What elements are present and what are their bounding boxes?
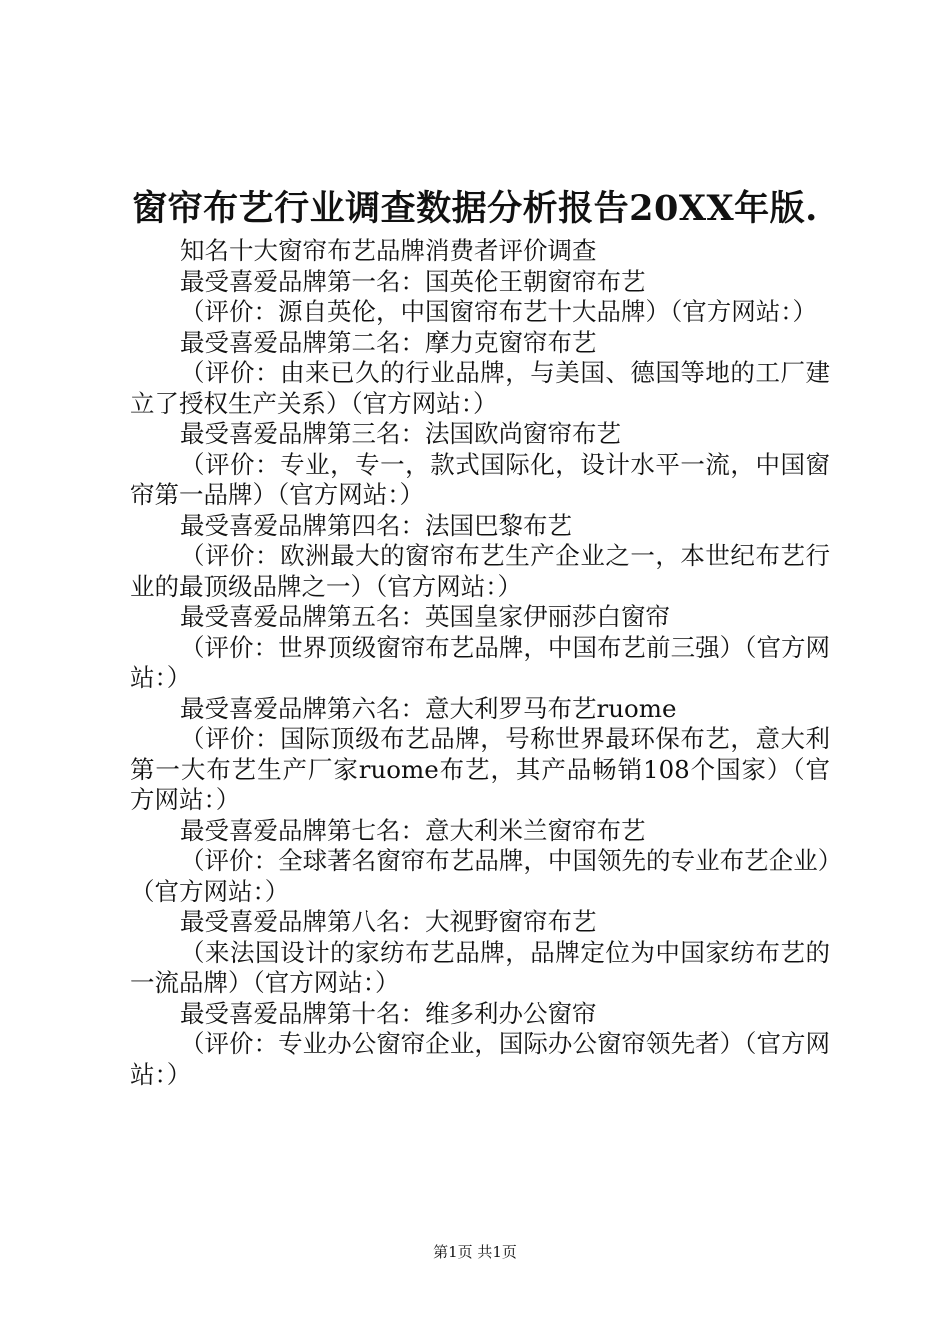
brand-heading: 最受喜爱品牌第五名：英国皇家伊丽莎白窗帘 — [180, 602, 670, 631]
brand-review: （评价：欧洲最大的窗帘布艺生产企业之一，本世纪布艺行业的最顶级品牌之一）（官方网站：） — [130, 541, 830, 601]
brand-heading: 最受喜爱品牌第六名：意大利罗马布艺ruome — [180, 693, 677, 723]
brand-review: （评价：专业，专一，款式国际化，设计水平一流，中国窗帘第一品牌）（官方网站：） — [130, 449, 830, 509]
brand-heading: 最受喜爱品牌第七名：意大利米兰窗帘布艺 — [180, 815, 646, 845]
document-title: 窗帘布艺行业调查数据分析报告20XX年版. — [132, 188, 818, 229]
document-body — [130, 236, 830, 1090]
brand-review: （评价：世界顶级窗帘布艺品牌，中国布艺前三强）（官方网站：） — [130, 632, 830, 692]
brand-review: （来法国设计的家纺布艺品牌，品牌定位为中国家纺布艺的一流品牌）（官方网站：） — [130, 937, 830, 997]
brand-heading: 最受喜爱品牌第一名：国英伦王朝窗帘布艺 — [180, 266, 646, 296]
brand-review: （评价：由来已久的行业品牌，与美国、德国等地的工厂建立了授权生产关系）（官方网站：） — [130, 358, 830, 418]
page-footer: 第1页 共1页 — [433, 1243, 517, 1261]
brand-heading: 最受喜爱品牌第四名：法国巴黎布艺 — [180, 510, 572, 540]
brand-review: （评价：专业办公窗帘企业，国际办公窗帘领先者）（官方网站：） — [130, 1029, 830, 1089]
brand-heading: 最受喜爱品牌第二名：摩力克窗帘布艺 — [180, 327, 597, 357]
brand-heading: 最受喜爱品牌第三名：法国欧尚窗帘布艺 — [180, 419, 621, 448]
brand-review: （评价：源自英伦，中国窗帘布艺十大品牌）（官方网站：） — [180, 297, 817, 326]
brand-heading: 最受喜爱品牌第八名：大视野窗帘布艺 — [180, 907, 597, 936]
intro-paragraph: 知名十大窗帘布艺品牌消费者评价调查 — [180, 236, 597, 265]
brand-review: （评价：全球著名窗帘布艺品牌，中国领先的专业布艺企业）（官方网站：） — [130, 846, 830, 906]
brand-review: （评价：国际顶级布艺品牌，号称世界最环保布艺，意大利第一大布艺生产厂家ruome布艺，其产品畅销108个国家）（官方网站：） — [130, 724, 830, 814]
brand-heading: 最受喜爱品牌第十名：维多利办公窗帘 — [180, 998, 597, 1028]
